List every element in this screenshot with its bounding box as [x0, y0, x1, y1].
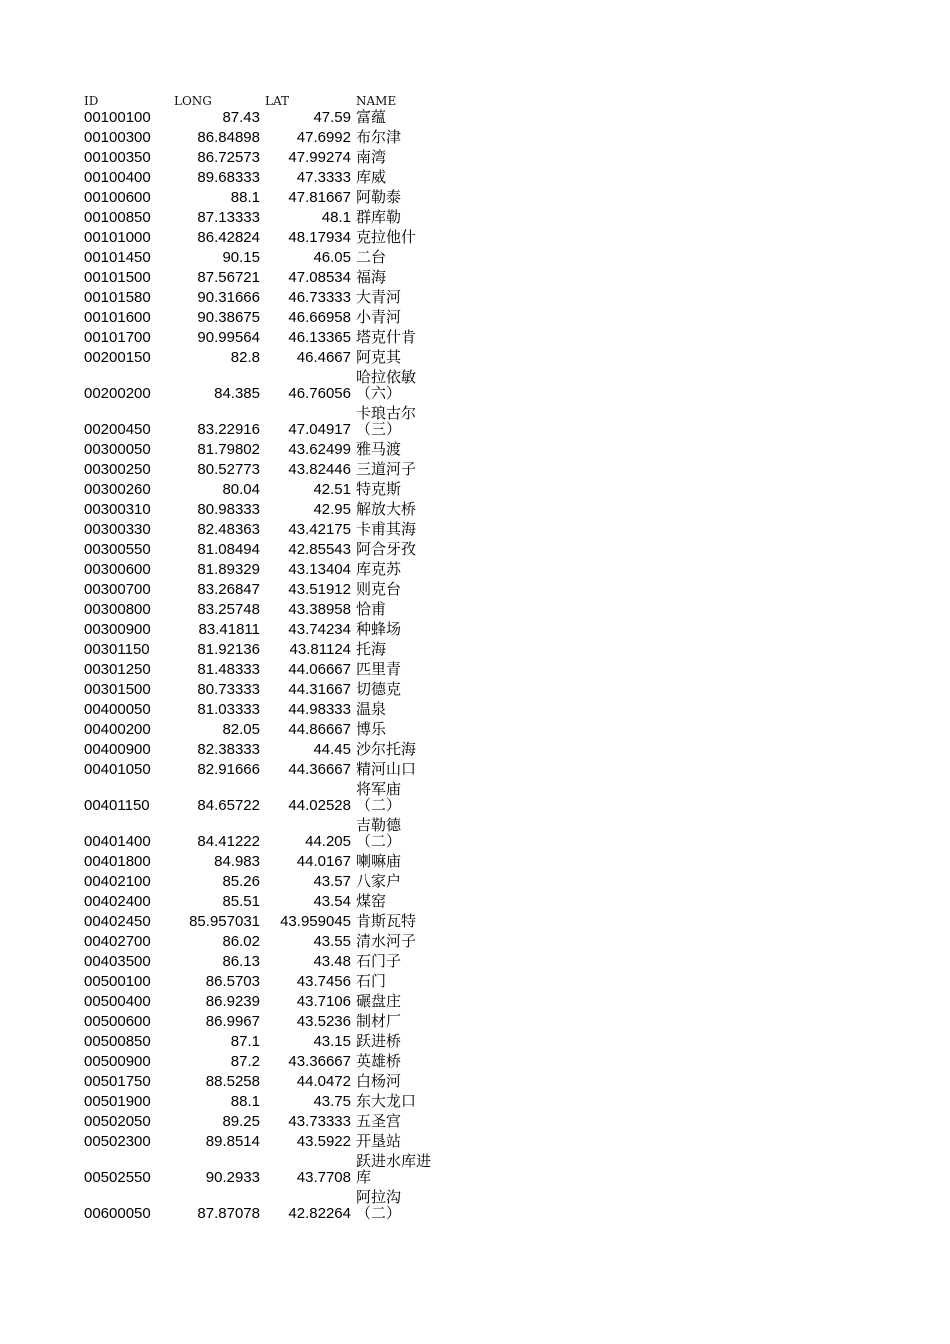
table-row [84, 852, 438, 872]
cell-id: 00300050 [84, 441, 151, 458]
cell-id: 00402100 [84, 873, 151, 890]
header-id: ID [84, 94, 99, 108]
cell-id: 00401800 [84, 853, 151, 870]
cell-id: 00502050 [84, 1113, 151, 1130]
cell-lat: 47.81667 [288, 189, 351, 206]
cell-long: 82.38333 [197, 741, 260, 758]
cell-lat: 43.7106 [296, 993, 351, 1010]
cell-lat: 46.73333 [288, 289, 351, 306]
cell-id: 00403500 [84, 953, 151, 970]
table-row [84, 500, 438, 520]
cell-name: 石门子 [356, 953, 402, 970]
cell-long: 85.26 [222, 873, 260, 890]
cell-name: 博乐 [356, 721, 387, 738]
cell-long: 84.983 [214, 853, 260, 870]
cell-lat: 48.1 [321, 209, 351, 226]
cell-long: 86.13 [222, 953, 260, 970]
cell-id: 00100100 [84, 109, 151, 126]
cell-id: 00502550 [84, 1169, 151, 1186]
cell-id: 00402450 [84, 913, 151, 930]
cell-id: 00300800 [84, 601, 151, 618]
cell-id: 00101580 [84, 289, 151, 306]
cell-name: 沙尔托海 [356, 741, 417, 758]
table-row [84, 460, 438, 480]
cell-long: 80.52773 [197, 461, 260, 478]
cell-name: 恰甫 [356, 601, 387, 618]
cell-name: 卡琅古尔 （三） [356, 405, 417, 438]
table-row [84, 872, 438, 892]
cell-name: 解放大桥 [356, 501, 417, 518]
table-row [84, 680, 438, 700]
cell-lat: 44.86667 [288, 721, 351, 738]
cell-id: 00101500 [84, 269, 151, 286]
cell-name: 吉勒德 （二） [356, 817, 402, 850]
cell-lat: 42.85543 [288, 541, 351, 558]
cell-long: 84.385 [214, 385, 260, 402]
cell-name: 布尔津 [356, 129, 402, 146]
cell-lat: 44.0472 [296, 1073, 351, 1090]
table-row [84, 700, 438, 720]
cell-id: 00101450 [84, 249, 151, 266]
cell-id: 00300900 [84, 621, 151, 638]
cell-name: 阿合牙孜 [356, 541, 417, 558]
cell-lat: 46.05 [313, 249, 351, 266]
cell-name: 阿拉沟 （二） [356, 1189, 402, 1222]
table-row [84, 932, 438, 952]
cell-name: 英雄桥 [356, 1053, 402, 1070]
cell-name: 南湾 [356, 149, 387, 166]
table-row [84, 1188, 438, 1224]
table-row [84, 1092, 438, 1112]
cell-id: 00401400 [84, 833, 151, 850]
cell-name: 将军庙 （二） [356, 781, 402, 814]
cell-id: 00301250 [84, 661, 151, 678]
cell-lat: 44.98333 [288, 701, 351, 718]
table-row [84, 580, 438, 600]
cell-long: 81.79802 [197, 441, 260, 458]
cell-long: 80.04 [222, 481, 260, 498]
cell-name: 开垦站 [356, 1133, 402, 1150]
cell-name: 阿克其 [356, 349, 402, 366]
cell-lat: 43.36667 [288, 1053, 351, 1070]
cell-long: 86.02 [222, 933, 260, 950]
table-row [84, 760, 438, 780]
cell-lat: 47.04917 [288, 421, 351, 438]
cell-id: 00300260 [84, 481, 151, 498]
cell-lat: 43.5236 [296, 1013, 351, 1030]
cell-lat: 43.7456 [296, 973, 351, 990]
cell-lat: 47.99274 [288, 149, 351, 166]
table-row [84, 208, 438, 228]
cell-name: 二台 [356, 249, 387, 266]
cell-long: 83.41811 [198, 621, 260, 638]
cell-lat: 43.13404 [288, 561, 351, 578]
cell-long: 81.89329 [197, 561, 260, 578]
cell-long: 89.25 [222, 1113, 260, 1130]
cell-long: 84.65722 [197, 797, 260, 814]
cell-id: 00401150 [84, 797, 150, 814]
cell-id: 00402400 [84, 893, 151, 910]
cell-id: 00500400 [84, 993, 151, 1010]
cell-lat: 43.55 [313, 933, 351, 950]
cell-long: 87.1 [230, 1033, 260, 1050]
cell-lat: 47.08534 [288, 269, 351, 286]
table-row [84, 228, 438, 248]
cell-long: 86.84898 [197, 129, 260, 146]
cell-long: 80.73333 [197, 681, 260, 698]
cell-name: 福海 [356, 269, 387, 286]
cell-id: 00101600 [84, 309, 151, 326]
table-row [84, 1132, 438, 1152]
cell-long: 88.1 [230, 1093, 260, 1110]
table-row [84, 480, 438, 500]
cell-id: 00101000 [84, 229, 151, 246]
cell-long: 82.05 [222, 721, 260, 738]
cell-id: 00400200 [84, 721, 151, 738]
cell-long: 87.2 [230, 1053, 260, 1070]
cell-long: 89.68333 [197, 169, 260, 186]
cell-lat: 44.06667 [288, 661, 351, 678]
cell-name: 塔克什肯 [356, 329, 417, 346]
table-row [84, 520, 438, 540]
cell-id: 00101700 [84, 329, 151, 346]
table-row [84, 148, 438, 168]
header-name: NAME [356, 94, 397, 108]
cell-name: 碾盘庄 [356, 993, 402, 1010]
cell-long: 86.42824 [197, 229, 260, 246]
cell-lat: 46.76056 [288, 385, 351, 402]
spreadsheet [84, 88, 438, 1224]
table-row [84, 660, 438, 680]
cell-long: 86.5703 [205, 973, 260, 990]
table-row [84, 268, 438, 288]
cell-name: 喇嘛庙 [356, 853, 402, 870]
cell-lat: 43.74234 [288, 621, 351, 638]
cell-lat: 43.57 [313, 873, 351, 890]
table-row [84, 600, 438, 620]
cell-name: 托海 [356, 641, 387, 658]
cell-name: 三道河子 [356, 461, 417, 478]
cell-name: 肯斯瓦特 [356, 913, 417, 930]
cell-id: 00502300 [84, 1133, 151, 1150]
cell-long: 83.26847 [197, 581, 260, 598]
cell-name: 小青河 [356, 309, 402, 326]
cell-id: 00500100 [84, 973, 151, 990]
cell-lat: 47.3333 [296, 169, 351, 186]
cell-name: 温泉 [356, 701, 387, 718]
cell-long: 86.72573 [197, 149, 260, 166]
table-row [84, 328, 438, 348]
cell-lat: 47.59 [313, 109, 351, 126]
cell-id: 00300700 [84, 581, 151, 598]
table-row [84, 1112, 438, 1132]
cell-long: 81.03333 [197, 701, 260, 718]
cell-name: 石门 [356, 973, 387, 990]
cell-name: 种蜂场 [356, 621, 402, 638]
header-long: LONG [174, 94, 212, 108]
cell-lat: 43.54 [313, 893, 351, 910]
cell-long: 82.91666 [197, 761, 260, 778]
cell-id: 00100850 [84, 209, 151, 226]
cell-id: 00200200 [84, 385, 151, 402]
cell-name: 雅马渡 [356, 441, 402, 458]
cell-lat: 44.0167 [296, 853, 351, 870]
cell-lat: 43.5922 [296, 1133, 351, 1150]
cell-name: 则克台 [356, 581, 402, 598]
cell-name: 特克斯 [356, 481, 402, 498]
cell-lat: 46.4667 [296, 349, 351, 366]
cell-id: 00300550 [84, 541, 151, 558]
cell-lat: 43.42175 [288, 521, 351, 538]
table-row [84, 816, 438, 852]
cell-lat: 43.82446 [288, 461, 351, 478]
table-row [84, 1052, 438, 1072]
cell-lat: 42.95 [313, 501, 351, 518]
cell-id: 00500900 [84, 1053, 151, 1070]
cell-id: 00100400 [84, 169, 151, 186]
cell-name: 库克苏 [356, 561, 402, 578]
cell-name: 哈拉依敏 （六） [356, 369, 417, 402]
table-row [84, 952, 438, 972]
cell-id: 00600050 [84, 1205, 151, 1222]
cell-name: 清水河子 [356, 933, 417, 950]
cell-id: 00402700 [84, 933, 151, 950]
cell-lat: 44.205 [305, 833, 351, 850]
cell-lat: 43.75 [313, 1093, 351, 1110]
table-row [84, 308, 438, 328]
cell-id: 00401050 [84, 761, 151, 778]
cell-lat: 44.45 [313, 741, 351, 758]
cell-name: 匹里青 [356, 661, 402, 678]
cell-name: 煤窑 [356, 893, 387, 910]
cell-long: 85.51 [222, 893, 260, 910]
cell-long: 86.9239 [205, 993, 260, 1010]
cell-id: 00501750 [84, 1073, 151, 1090]
cell-name: 白杨河 [356, 1073, 402, 1090]
cell-id: 00500850 [84, 1033, 151, 1050]
table-row [84, 780, 438, 816]
table-row [84, 560, 438, 580]
cell-id: 00300250 [84, 461, 151, 478]
cell-id: 00100300 [84, 129, 151, 146]
table-row [84, 248, 438, 268]
table-row [84, 368, 438, 404]
table-row [84, 348, 438, 368]
cell-lat: 43.51912 [288, 581, 351, 598]
cell-name: 跃进桥 [356, 1033, 402, 1050]
cell-name: 富蕴 [356, 109, 387, 126]
table-body [84, 108, 438, 1224]
table-row [84, 440, 438, 460]
table-row [84, 1012, 438, 1032]
cell-name: 跃进水库进 库 [356, 1153, 432, 1186]
cell-long: 88.1 [230, 189, 260, 206]
table-row [84, 972, 438, 992]
cell-name: 阿勒泰 [356, 189, 402, 206]
cell-long: 83.22916 [197, 421, 260, 438]
cell-id: 00300330 [84, 521, 151, 538]
cell-lat: 43.48 [313, 953, 351, 970]
table-row [84, 288, 438, 308]
cell-long: 85.957031 [189, 913, 260, 930]
cell-id: 00301150 [84, 641, 150, 658]
cell-name: 卡甫其海 [356, 521, 417, 538]
cell-lat: 43.81124 [289, 641, 351, 658]
cell-lat: 48.17934 [288, 229, 351, 246]
cell-long: 86.9967 [205, 1013, 260, 1030]
cell-lat: 42.82264 [288, 1205, 351, 1222]
cell-name: 东大龙口 [356, 1093, 417, 1110]
table-row [84, 1152, 438, 1188]
table-row [84, 892, 438, 912]
cell-id: 00300310 [84, 501, 151, 518]
table-row [84, 640, 438, 660]
cell-long: 90.99564 [197, 329, 260, 346]
cell-lat: 42.51 [313, 481, 351, 498]
table-row [84, 540, 438, 560]
cell-id: 00300600 [84, 561, 151, 578]
cell-long: 87.43 [222, 109, 260, 126]
table-row [84, 188, 438, 208]
cell-id: 00200450 [84, 421, 151, 438]
table-row [84, 1032, 438, 1052]
cell-long: 87.13333 [197, 209, 260, 226]
table-row [84, 740, 438, 760]
table-row [84, 992, 438, 1012]
cell-name: 库威 [356, 169, 387, 186]
cell-lat: 44.31667 [288, 681, 351, 698]
header-row [84, 88, 438, 108]
cell-long: 82.8 [230, 349, 260, 366]
cell-lat: 43.15 [313, 1033, 351, 1050]
cell-lat: 44.36667 [288, 761, 351, 778]
cell-lat: 46.66958 [288, 309, 351, 326]
cell-long: 80.98333 [197, 501, 260, 518]
table-row [84, 912, 438, 932]
cell-lat: 47.6992 [296, 129, 351, 146]
header-lat: LAT [265, 94, 289, 108]
cell-name: 切德克 [356, 681, 402, 698]
cell-long: 82.48363 [197, 521, 260, 538]
cell-id: 00501900 [84, 1093, 151, 1110]
cell-long: 81.92136 [197, 641, 260, 658]
cell-long: 90.15 [222, 249, 260, 266]
cell-long: 90.38675 [197, 309, 260, 326]
cell-name: 八家户 [356, 873, 402, 890]
cell-long: 83.25748 [197, 601, 260, 618]
cell-id: 00100350 [84, 149, 151, 166]
cell-long: 88.5258 [205, 1073, 260, 1090]
cell-id: 00400050 [84, 701, 151, 718]
table-row [84, 108, 438, 128]
cell-id: 00400900 [84, 741, 151, 758]
table-row [84, 404, 438, 440]
cell-long: 81.48333 [197, 661, 260, 678]
cell-lat: 43.73333 [288, 1113, 351, 1130]
cell-id: 00301500 [84, 681, 151, 698]
cell-name: 大青河 [356, 289, 402, 306]
table-row [84, 128, 438, 148]
table-row [84, 168, 438, 188]
cell-long: 87.56721 [197, 269, 260, 286]
table-row [84, 720, 438, 740]
cell-name: 五圣宫 [356, 1113, 402, 1130]
cell-lat: 43.7708 [296, 1169, 351, 1186]
cell-name: 克拉他什 [356, 229, 417, 246]
cell-long: 89.8514 [205, 1133, 260, 1150]
cell-id: 00100600 [84, 189, 151, 206]
table-row [84, 1072, 438, 1092]
cell-long: 90.31666 [197, 289, 260, 306]
cell-long: 90.2933 [205, 1169, 260, 1186]
cell-name: 精河山口 [356, 761, 417, 778]
cell-long: 87.87078 [197, 1205, 260, 1222]
cell-lat: 43.62499 [288, 441, 351, 458]
cell-long: 84.41222 [197, 833, 260, 850]
cell-lat: 43.959045 [280, 913, 351, 930]
table-row [84, 620, 438, 640]
cell-lat: 43.38958 [288, 601, 351, 618]
cell-id: 00500600 [84, 1013, 151, 1030]
cell-name: 制材厂 [356, 1013, 402, 1030]
cell-id: 00200150 [84, 349, 151, 366]
cell-lat: 44.02528 [288, 797, 351, 814]
cell-name: 群库勒 [356, 209, 402, 226]
cell-long: 81.08494 [197, 541, 260, 558]
cell-lat: 46.13365 [288, 329, 351, 346]
